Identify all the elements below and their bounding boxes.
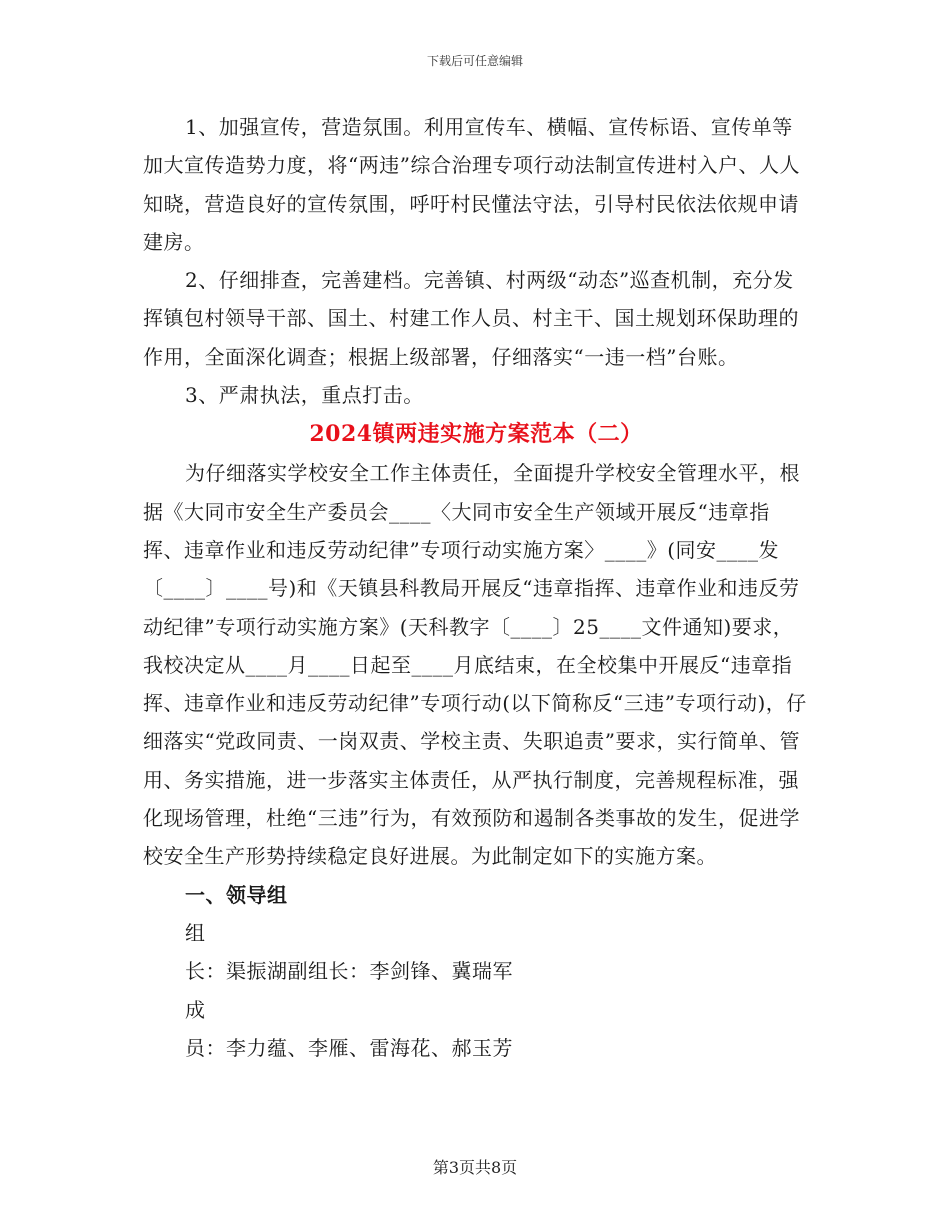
section-title: 2024镇两违实施方案范本（二）: [309, 421, 643, 448]
paragraph-introduction: 为仔细落实学校安全工作主体责任，全面提升学校安全管理水平，根据《大同市安全生产委员会____〈大同市安全生产领域开展反“违章指挥、违章作业和违反劳动纪律”专项行动实施方案〉____》(同安____发〔____〕____号)和《天镇县科教局开展反“违章指挥、违章作业和违反劳动纪律”专项行动实施方案》(天科教字〔____〕25____文件通知)要求，我校决定从____月____日起至____月底结束，在全校集中开展反“违章指挥、违章作业和违反劳动纪律”专项行动(以下简称反“三违”专项行动)，仔细落实“党政同责、一岗双责、学校主责、失职追责”要求，实行简单、管用、务实措施，进一步落实主体责任，从严执行制度，完善规程标准，强化现场管理，杜绝“三违”行为，有效预防和遏制各类事故的发生，促进学校安全生产形势持续稳定良好进展。为此制定如下的实施方案。: [143, 461, 807, 869]
page-footer-number: 第3页共8页: [432, 1158, 518, 1177]
line-members: 员：李力蕴、李雁、雷海花、郝玉芳: [185, 1035, 513, 1060]
paragraph-enforcement: 3、严肃执法，重点打击。: [185, 383, 424, 408]
paragraph-publicity: 1、加强宣传，营造氛围。利用宣传车、横幅、宣传标语、宣传单等加大宣传造势力度，将“两违”综合治理专项行动法制宣传进村入户、人人知晓，营造良好的宣传氛围，呼吁村民懂法守法，引导村民依法依规申请建房。: [143, 115, 800, 254]
document-body: [143, 108, 809, 1067]
line-members-label: 成: [185, 997, 206, 1022]
paragraph-inspection: 2、仔细排查，完善建档。完善镇、村两级“动态”巡查机制，充分发挥镇包村领导干部、国土、村建工作人员、村主干、国土规划环保助理的作用，全面深化调查；根据上级部署，仔细落实“一违一档”台账。: [143, 268, 799, 369]
heading-leadership-group: 一、领导组: [185, 882, 288, 907]
page-header-note: 下载后可任意编辑: [426, 54, 523, 68]
line-leaders: 长：渠振湖副组长：李剑锋、冀瑞军: [185, 959, 513, 984]
line-group: 组: [185, 920, 206, 945]
